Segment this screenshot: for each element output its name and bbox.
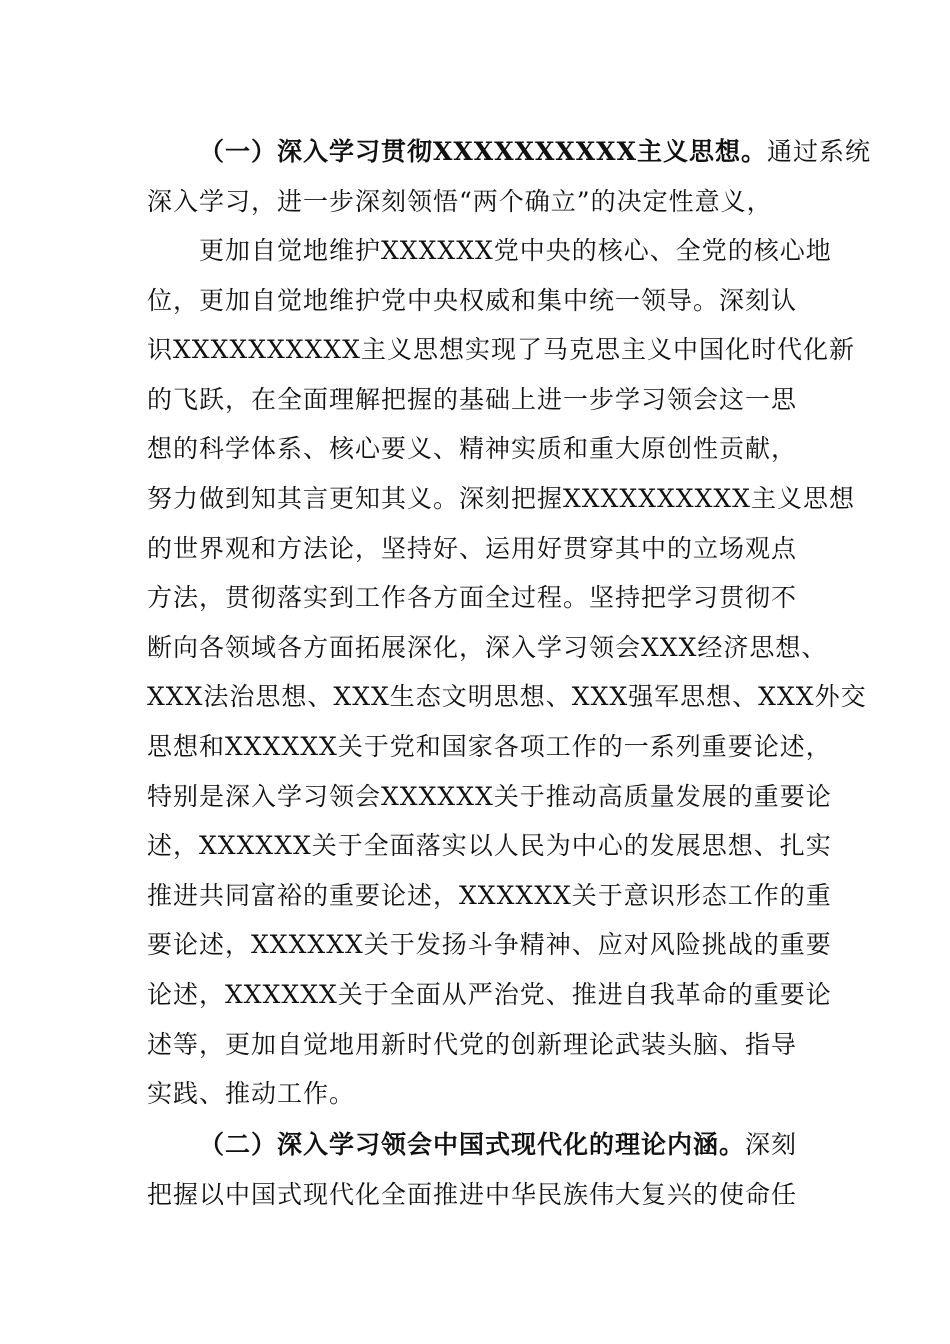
paragraph-2-line-14: 推进共同富裕的重要论述，XXXXXX关于意识形态工作的重 [147, 880, 832, 910]
paragraph-2-line-18: 实践、推动工作。 [147, 1079, 356, 1109]
paragraph-2-line-17: 述等，更加自觉地用新时代党的创新理论武装头脑、指导 [147, 1029, 798, 1059]
paragraph-2-line-3: 识XXXXXXXXXX主义思想实现了马克思主义中国化时代化新 [147, 335, 855, 365]
paragraph-2-line-13: 述，XXXXXX关于全面落实以人民为中心的发展思想、扎实 [147, 831, 832, 861]
paragraph-3 [147, 1120, 837, 1219]
paragraph-2-line-4: 的飞跃，在全面理解把握的基础上进一步学习领会这一思 [147, 384, 798, 414]
paragraph-2-line-11: 思想和XXXXXX关于党和国家各项工作的一系列重要论述， [147, 731, 832, 761]
paragraph-2 [147, 226, 867, 1119]
paragraph-1-line-2: 深入学习，进一步深刻领悟“两个确立”的决定性意义， [147, 186, 773, 216]
paragraph-2-line-1: 更加自觉地维护XXXXXX党中央的核心、全党的核心地 [199, 236, 832, 265]
paragraph-3-line-1 [147, 1120, 837, 1170]
paragraph-2-line-5: 想的科学体系、核心要义、精神实质和重大原创性贡献， [147, 434, 798, 464]
paragraph-2-line-12: 特别是深入学习领会XXXXXX关于推动高质量发展的重要论 [147, 781, 832, 811]
paragraph-3-text: 深刻 [745, 1130, 798, 1159]
paragraph-2-line-16: 论述，XXXXXX关于全面从严治党、推进自我革命的重要论 [147, 979, 832, 1009]
section-heading-1: （一）深入学习贯彻XXXXXXXXXX主义思想。 [199, 137, 767, 166]
paragraph-2-line-6: 努力做到知其言更知其义。深刻把握XXXXXXXXXX主义思想 [147, 483, 855, 513]
paragraph-2-line-9: 断向各领域各方面拓展深化，深入学习领会XXX经济思想、 [147, 632, 828, 662]
paragraph-1-text: 通过系统 [766, 137, 871, 166]
paragraph-2-line-8: 方法，贯彻落实到工作各方面全过程。坚持把学习贯彻不 [147, 583, 798, 613]
paragraph-1-line-1 [147, 127, 871, 177]
paragraph-2-line-2: 位，更加自觉地维护党中央权威和集中统一领导。深刻认 [147, 285, 798, 315]
paragraph-2-line-10: XXX法治思想、XXX生态文明思想、XXX强军思想、XXX外交 [147, 682, 867, 712]
paragraph-2-line-7: 的世界观和方法论，坚持好、运用好贯穿其中的立场观点 [147, 533, 798, 563]
paragraph-2-line-15: 要论述，XXXXXX关于发扬斗争精神、应对风险挑战的重要 [147, 930, 832, 960]
paragraph-1 [147, 127, 871, 226]
section-heading-2: （二）深入学习领会中国式现代化的理论内涵。 [199, 1130, 746, 1159]
paragraph-3-line-2: 把握以中国式现代化全面推进中华民族伟大复兴的使命任 [147, 1179, 798, 1209]
